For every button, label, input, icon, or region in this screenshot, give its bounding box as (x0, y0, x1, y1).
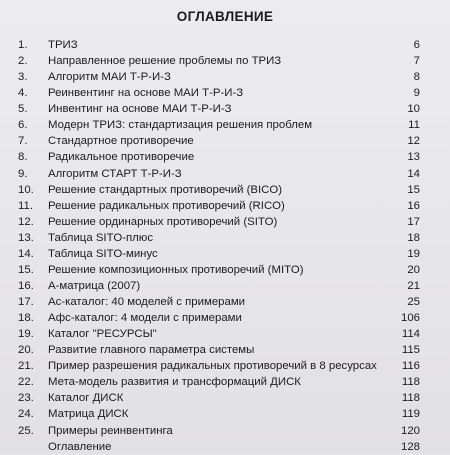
toc-entry-title: Решение стандартных противоречий (BICO) (48, 183, 283, 196)
toc-entry-number: 2. (18, 55, 28, 68)
toc-entry (18, 374, 420, 390)
toc-entry-title: Решение композиционных противоречий (MITO) (48, 263, 304, 276)
toc-entry (18, 69, 420, 85)
toc-entry (18, 262, 420, 278)
toc-entry-page: 128 (400, 440, 420, 453)
toc-entry (18, 294, 420, 310)
toc-entry (18, 214, 420, 230)
toc-entry-number: 14. (18, 247, 34, 260)
toc-entry-page: 18 (407, 231, 420, 244)
toc-entry-title: А-матрица (2007) (48, 279, 141, 292)
toc-entry-title: Модерн ТРИЗ: стандартизация решения проблем (48, 119, 313, 132)
toc-entry-title: Ас-каталог: 40 моделей с примерами (48, 296, 246, 308)
toc-entry-number: 25. (18, 424, 34, 437)
toc-entry (18, 342, 420, 358)
toc-entry-page: 20 (407, 263, 420, 276)
toc-entry-title: Мета-модель развития и трансформаций ДИСК (48, 376, 301, 389)
toc-entry-number: 7. (18, 135, 28, 148)
toc-entry-page: 21 (407, 279, 420, 292)
toc-entry-number: 19. (18, 328, 34, 341)
toc-entry-page: 16 (407, 199, 420, 212)
toc-entry (18, 358, 420, 374)
toc-entry-number: 24. (18, 408, 34, 421)
toc-entry-title: Развитие главного параметра системы (48, 344, 255, 357)
toc-entry (18, 406, 420, 422)
toc-entry (18, 53, 420, 69)
toc-entry (18, 85, 420, 101)
toc-entry-number: 15. (18, 263, 34, 276)
toc-entry (18, 149, 420, 165)
toc-entry-page: 15 (407, 183, 420, 196)
toc-entry-page: 115 (401, 344, 420, 357)
toc-entry-page: 116 (401, 360, 420, 373)
toc-entry-number: 11. (18, 199, 33, 212)
toc-entry-title: Реинвентинг на основе МАИ Т-Р-И-З (48, 87, 244, 100)
toc-entry-page: 17 (407, 215, 420, 228)
toc-entry-page: 14 (407, 167, 420, 180)
toc-entry-title: Матрица ДИСК (48, 408, 129, 421)
toc-entry-number: 16. (18, 279, 34, 292)
toc-entry-page: 9 (413, 87, 420, 100)
toc-entry-number: 21. (18, 360, 34, 373)
toc-entry-number: 3. (18, 71, 28, 84)
toc-entry-page: 118 (401, 392, 420, 405)
toc-entry (18, 133, 420, 149)
toc-entry (18, 246, 420, 262)
toc-entry-title: Решение ординарных противоречий (SITO) (48, 215, 278, 228)
toc-entry (18, 182, 420, 198)
toc-entry-title: ТРИЗ (48, 39, 78, 51)
toc-entry-page: 25 (407, 296, 420, 308)
toc-entry (18, 166, 420, 182)
toc-entry-number: 4. (18, 87, 28, 100)
toc-entry-page: 119 (401, 408, 420, 421)
toc-entry-title: Пример разрешения радикальных противоречий в 8 ресурсах (48, 360, 377, 373)
toc-entry-title: Таблица SITO-минус (48, 247, 158, 260)
toc-entry-title: Каталог "РЕСУРСЫ" (48, 328, 157, 341)
toc-entry-page: 106 (400, 312, 420, 325)
toc-entry-page: 19 (407, 247, 420, 260)
toc-entry-page: 7 (413, 55, 420, 68)
toc-entry (18, 101, 420, 117)
toc-entry-number: 17. (18, 296, 34, 308)
toc-entry (18, 423, 420, 439)
toc-entry-number: 8. (18, 151, 28, 164)
toc-entry (18, 439, 420, 455)
toc-entry-number: 5. (18, 103, 28, 116)
page-title: ОГЛАВЛЕНИЕ (176, 9, 274, 24)
toc-entry-page: 12 (407, 135, 420, 148)
toc-entry-number: 12. (18, 215, 34, 228)
toc-entry-page: 120 (400, 424, 420, 437)
toc-entry-number: 22. (18, 376, 34, 389)
toc-entry-number: 6. (18, 119, 28, 132)
toc-entry-title: Таблица SITO-плюс (48, 231, 154, 244)
toc-entry-title: Афс-каталог: 4 модели с примерами (48, 312, 242, 325)
toc-entry-page: 6 (413, 39, 420, 51)
toc-entry-title: Алгоритм МАИ Т-Р-И-З (48, 71, 171, 84)
toc-entry-title: Примеры реинвентинга (48, 424, 173, 437)
toc-entry (18, 326, 420, 342)
toc-entry (18, 278, 420, 294)
toc-entry-number: 10. (18, 183, 34, 196)
toc-entry (18, 117, 420, 133)
toc-entry (18, 37, 420, 53)
toc-entry-title: Алгоритм СТАРТ Т-Р-И-З (48, 167, 182, 180)
toc-entry (18, 230, 420, 246)
toc-entry-page: 11 (408, 119, 420, 132)
toc-entry-page: 118 (401, 376, 420, 389)
toc-entry-title: Решение радикальных противоречий (RICO) (48, 199, 285, 212)
table-of-contents (18, 37, 420, 455)
toc-entry-page: 8 (413, 71, 420, 84)
toc-entry (18, 198, 420, 214)
toc-entry-title: Инвентинг на основе МАИ Т-Р-И-З (48, 103, 232, 116)
toc-entry-page: 114 (401, 328, 420, 341)
toc-entry-number: 13. (18, 231, 34, 244)
toc-entry-title: Стандартное противоречие (48, 135, 194, 148)
toc-entry-number: 23. (18, 392, 34, 405)
toc-entry (18, 310, 420, 326)
toc-entry-page: 10 (407, 103, 420, 116)
toc-entry-title: Направленное решение проблемы по ТРИЗ (48, 55, 282, 68)
toc-entry-number: 1. (18, 39, 28, 51)
toc-entry-number: 9. (18, 167, 28, 180)
toc-entry-title: Каталог ДИСК (48, 392, 124, 405)
toc-entry-number: 18. (18, 312, 34, 325)
toc-entry-page: 13 (407, 151, 420, 164)
toc-entry-title: Радикальное противоречие (48, 151, 195, 164)
toc-entry-number: 20. (18, 344, 34, 357)
toc-entry-title: Оглавление (48, 440, 112, 453)
toc-entry (18, 390, 420, 406)
